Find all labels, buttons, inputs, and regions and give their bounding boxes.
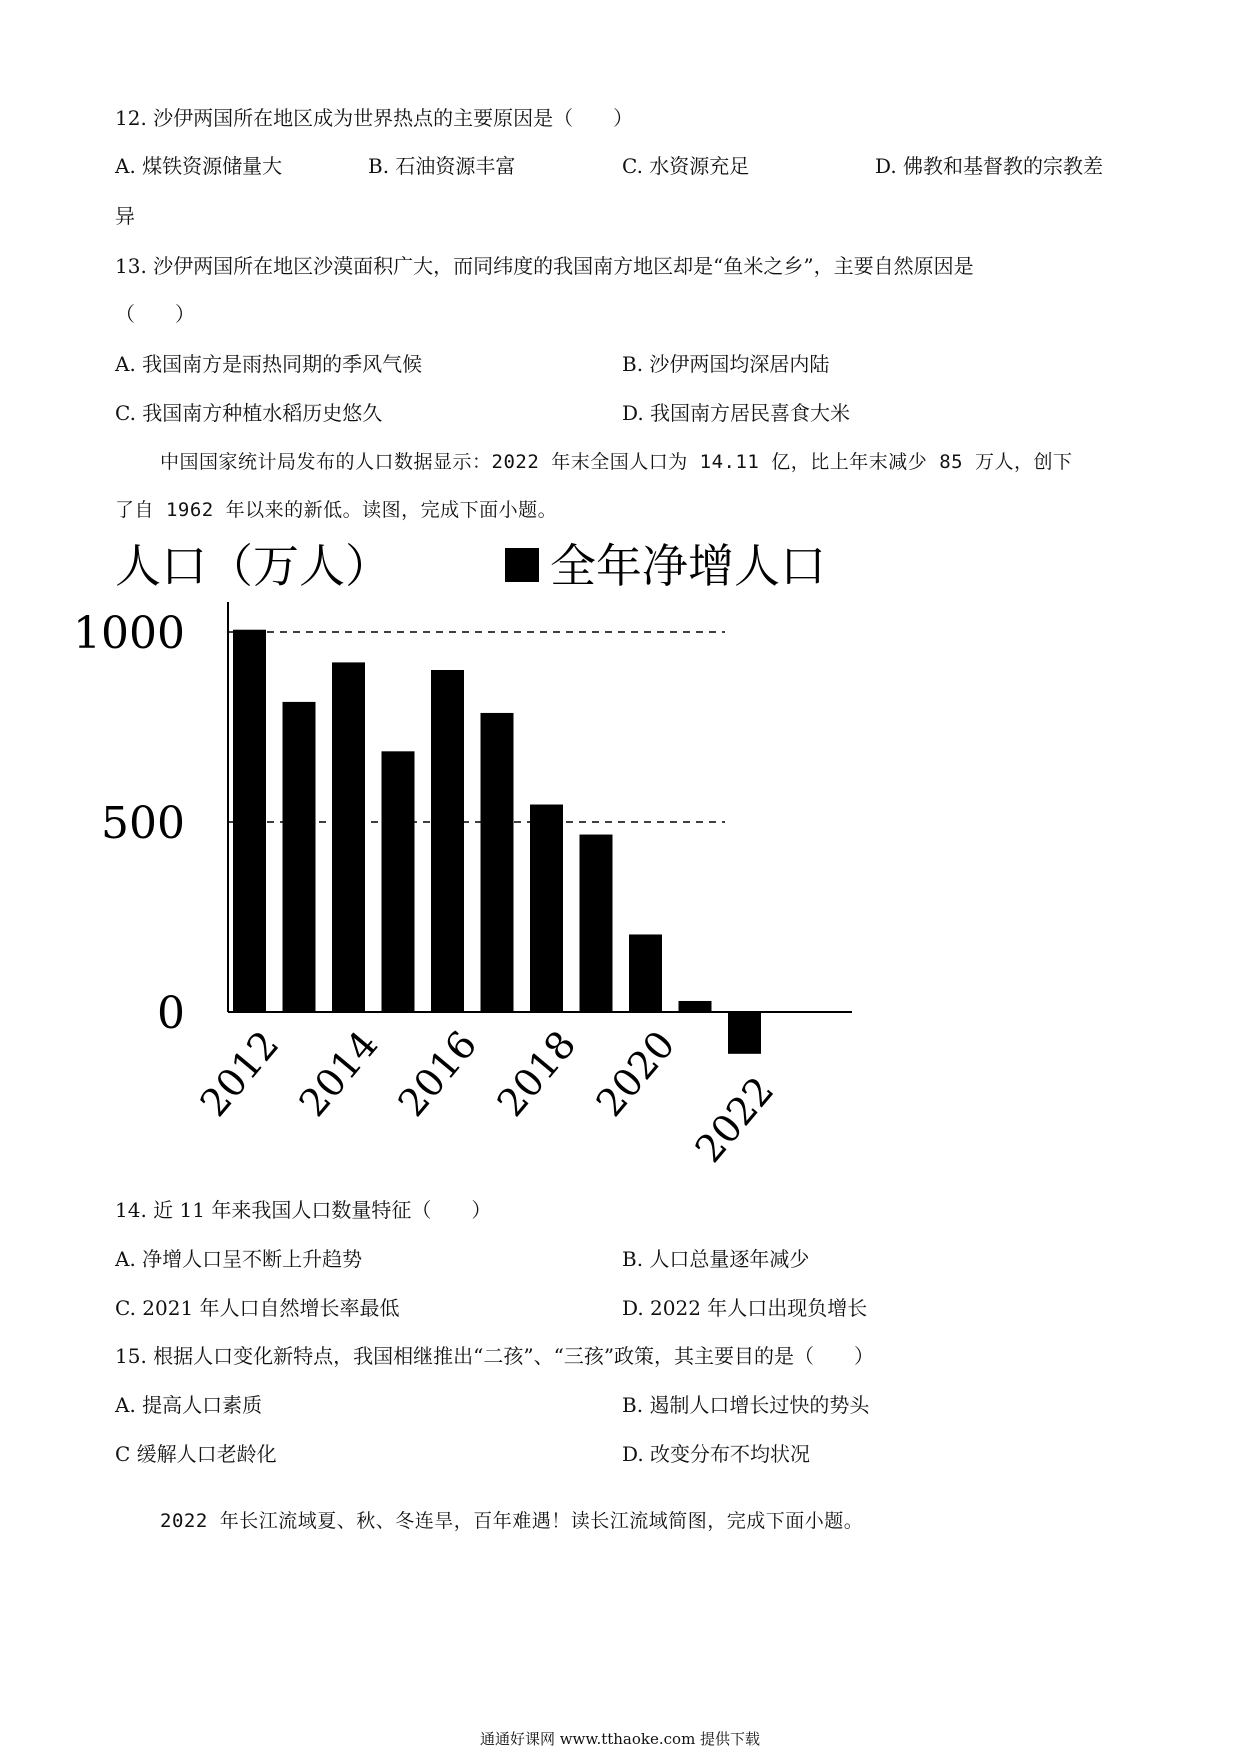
intro-paragraph-line1: 中国国家统计局发布的人口数据显示：2022 年末全国人口为 14.11 亿，比上年末减少 85 万人，创下 [160,451,1073,473]
q15-stem: 15. 根据人口变化新特点，我国相继推出“二孩”、“三孩”政策，其主要目的是（ ） [115,1344,875,1368]
bar-2014 [332,662,365,1012]
page-footer: 通通好课网 www.tthaoke.com 提供下载 [479,1730,761,1748]
bar-2019 [580,835,613,1012]
q13-option-c: C. 我国南方种植水稻历史悠久 [115,401,383,425]
q15-option-a: A. 提高人口素质 [115,1393,263,1417]
bar-2022 [728,1012,761,1054]
x-tick-label-2020: 2020 [587,1022,684,1125]
chart-y-axis-label: 人口（万人） [115,539,391,593]
x-tick-label-2012: 2012 [191,1022,288,1125]
q14-stem: 14. 近 11 年来我国人口数量特征（ ） [115,1198,492,1222]
q15-option-c: C 缓解人口老龄化 [115,1442,277,1466]
q13-stem: 13. 沙伊两国所在地区沙漠面积广大，而同纬度的我国南方地区却是“鱼米之乡”，主要自然原因是 [115,254,974,278]
legend-swatch [505,548,539,582]
q15-option-b: B. 遏制人口增长过快的势头 [622,1393,870,1417]
y-tick-label-0: 0 [157,988,185,1039]
q14-option-b: B. 人口总量逐年减少 [622,1247,810,1271]
bar-2018 [530,805,563,1012]
x-tick-label-2014: 2014 [290,1022,387,1125]
q13-option-a: A. 我国南方是雨热同期的季风气候 [115,352,423,376]
y-tick-label-1000: 1000 [73,608,185,659]
bar-2012 [233,630,266,1012]
q13-option-d: D. 我国南方居民喜食大米 [622,401,851,425]
q14-option-c: C. 2021 年人口自然增长率最低 [115,1296,400,1320]
q12-stem: 12. 沙伊两国所在地区成为世界热点的主要原因是（ ） [115,106,634,130]
bar-2017 [481,713,514,1012]
q12-option-b: B. 石油资源丰富 [368,154,516,178]
x-tick-label-2022: 2022 [686,1068,783,1171]
bar-2013 [283,702,316,1012]
q12-option-d: D. 佛教和基督教的宗教差 [875,154,1104,178]
bar-2016 [431,670,464,1012]
q13-stem-continued: （ ） [115,302,195,326]
q12-option-c: C. 水资源充足 [622,154,750,178]
intro-paragraph-2: 2022 年长江流域夏、秋、冬连旱，百年难遇！读长江流域简图，完成下面小题。 [160,1510,864,1532]
y-tick-label-500: 500 [101,798,185,849]
q13-option-b: B. 沙伊两国均深居内陆 [622,352,830,376]
bar-2020 [629,934,662,1012]
q14-option-a: A. 净增人口呈不断上升趋势 [115,1247,363,1271]
legend-label: 全年净增人口 [550,539,826,593]
q12-option-a: A. 煤铁资源储量大 [115,154,283,178]
q14-option-d: D. 2022 年人口出现负增长 [622,1296,868,1320]
intro-paragraph-line2: 了自 1962 年以来的新低。读图，完成下面小题。 [115,499,558,521]
bar-2015 [382,751,415,1012]
net-population-increase-chart [73,530,900,1171]
bar-2021 [679,1001,712,1012]
x-tick-label-2018: 2018 [488,1022,585,1125]
q12-option-d-continued: 异 [115,204,135,228]
x-tick-label-2016: 2016 [389,1022,486,1125]
q15-option-d: D. 改变分布不均状况 [622,1442,811,1466]
